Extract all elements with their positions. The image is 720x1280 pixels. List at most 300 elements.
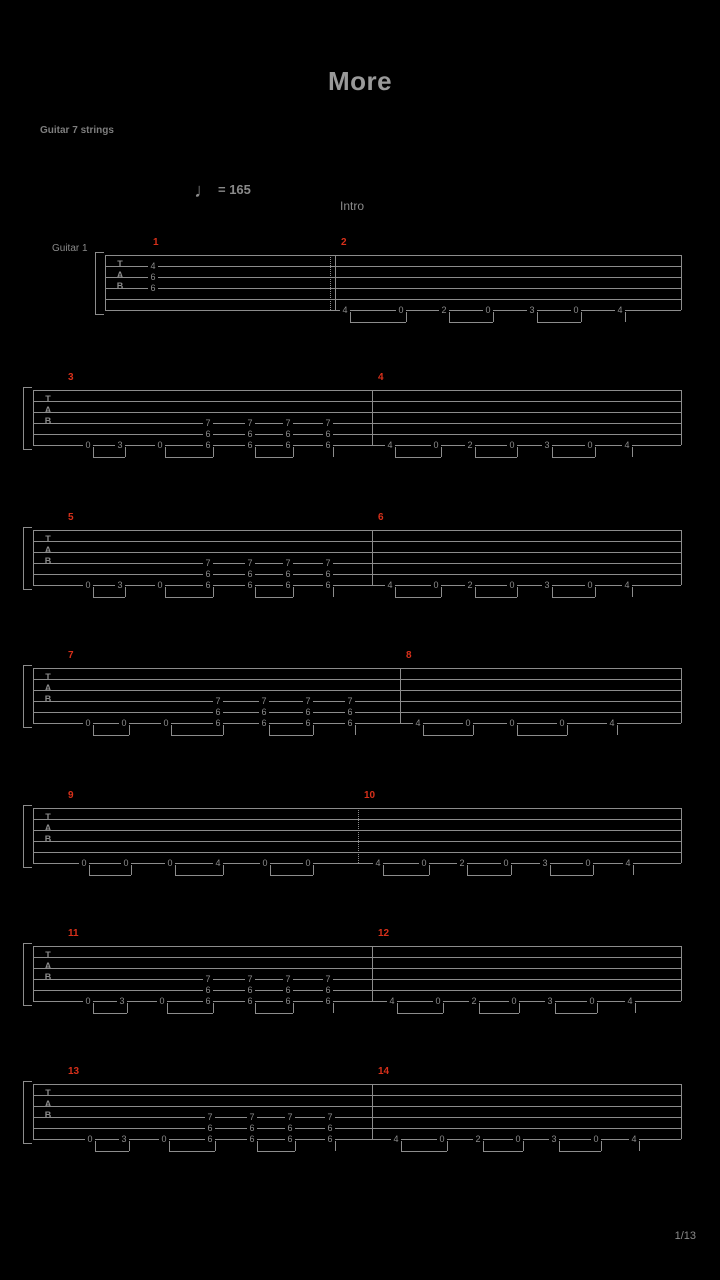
tab-fret-number: 0 [557, 719, 567, 728]
note-stem [552, 587, 553, 597]
tab-fret-number: 7 [285, 1113, 295, 1122]
note-beam [93, 1013, 127, 1014]
tab-fret-number: 7 [325, 1113, 335, 1122]
note-stem [127, 1003, 128, 1013]
note-beam [449, 322, 493, 323]
note-beam [93, 457, 125, 458]
note-stem [293, 587, 294, 597]
tab-fret-number: 0 [83, 719, 93, 728]
note-stem [215, 1141, 216, 1151]
note-stem [567, 725, 568, 735]
tab-fret-number: 7 [245, 419, 255, 428]
tab-clef-letter: T [45, 812, 51, 822]
tab-fret-number: 6 [203, 430, 213, 439]
tab-fret-number: 0 [507, 441, 517, 450]
system-brace [23, 1081, 32, 1144]
tempo-marking [194, 179, 251, 202]
note-beam [269, 735, 313, 736]
tab-fret-number: 0 [79, 859, 89, 868]
tab-fret-number: 0 [513, 1135, 523, 1144]
note-beam [255, 597, 293, 598]
staff-line [33, 585, 681, 586]
tab-fret-number: 6 [323, 986, 333, 995]
note-stem [429, 865, 430, 875]
staff-line [33, 390, 681, 391]
note-stem [595, 587, 596, 597]
barline-measure [400, 668, 401, 723]
note-stem [335, 1141, 336, 1151]
barline-measure [372, 1084, 373, 1139]
tab-fret-number: 0 [396, 306, 406, 315]
note-beam [89, 875, 131, 876]
tab-fret-number: 0 [419, 859, 429, 868]
staff-line [33, 830, 681, 831]
note-stem [511, 865, 512, 875]
note-beam [169, 1151, 215, 1152]
note-stem [333, 587, 334, 597]
note-stem [295, 1141, 296, 1151]
note-stem [95, 1141, 96, 1151]
note-beam [165, 597, 213, 598]
tab-fret-number: 6 [203, 986, 213, 995]
tab-fret-number: 6 [323, 570, 333, 579]
tab-fret-number: 4 [622, 441, 632, 450]
tab-fret-number: 7 [245, 559, 255, 568]
note-stem [129, 1141, 130, 1151]
tab-fret-number: 6 [259, 708, 269, 717]
note-beam [475, 597, 517, 598]
note-stem [93, 447, 94, 457]
tab-fret-number: 2 [469, 997, 479, 1006]
note-stem [255, 587, 256, 597]
staff-line [33, 574, 681, 575]
barline-measure [372, 946, 373, 1001]
note-beam [165, 457, 213, 458]
barline-end [681, 530, 682, 585]
note-beam [555, 1013, 597, 1014]
note-stem [129, 725, 130, 735]
tab-fret-number: 2 [439, 306, 449, 315]
note-stem [559, 1141, 560, 1151]
tab-fret-number: 6 [303, 719, 313, 728]
tab-fret-number: 3 [540, 859, 550, 868]
tab-fret-number: 4 [615, 306, 625, 315]
tab-fret-number: 0 [165, 859, 175, 868]
tab-clef-letter: T [45, 394, 51, 404]
tab-fret-number: 0 [585, 441, 595, 450]
note-beam [167, 1013, 213, 1014]
tab-fret-number: 0 [507, 581, 517, 590]
tab-clef-letter: B [116, 281, 124, 291]
note-beam [475, 457, 517, 458]
note-stem [171, 725, 172, 735]
note-stem [449, 312, 450, 322]
note-beam [517, 735, 567, 736]
tab-fret-number: 3 [549, 1135, 559, 1144]
tie-line [351, 310, 361, 311]
tab-fret-number: 7 [203, 975, 213, 984]
tab-fret-number: 6 [203, 570, 213, 579]
measure-number: 2 [341, 237, 347, 248]
note-stem [313, 865, 314, 875]
note-stem [213, 1003, 214, 1013]
staff-line [33, 412, 681, 413]
tab-fret-number: 2 [465, 581, 475, 590]
tie-line [424, 723, 434, 724]
system-brace [23, 943, 32, 1006]
note-stem [395, 447, 396, 457]
note-beam [175, 875, 223, 876]
staff-line [33, 712, 681, 713]
tab-fret-number: 4 [607, 719, 617, 728]
staff-line [33, 563, 681, 564]
tab-clef-letter: B [44, 1110, 52, 1120]
staff-line [33, 1001, 681, 1002]
tab-fret-number: 6 [213, 708, 223, 717]
staff-line [33, 957, 681, 958]
tab-fret-number: 4 [385, 581, 395, 590]
staff-line [33, 841, 681, 842]
barline-start [33, 808, 34, 863]
staff-line [33, 679, 681, 680]
measure-number: 12 [378, 928, 390, 939]
tie-line [398, 1001, 408, 1002]
tie-line [384, 863, 394, 864]
barline-start [105, 255, 106, 310]
tempo-value: = 165 [218, 181, 251, 197]
tab-fret-number: 6 [283, 570, 293, 579]
instrument-label: Guitar 7 strings [40, 125, 114, 136]
measure-number: 11 [68, 928, 79, 939]
tab-fret-number: 4 [629, 1135, 639, 1144]
barline-measure [335, 255, 336, 310]
note-stem [165, 587, 166, 597]
tab-fret-number: 6 [148, 273, 158, 282]
tab-fret-number: 3 [115, 441, 125, 450]
measure-number: 3 [68, 372, 74, 383]
staff-line [33, 1084, 681, 1085]
tab-fret-number: 0 [507, 719, 517, 728]
barline-end [681, 946, 682, 1001]
note-beam [395, 457, 441, 458]
tab-clef-letter: T [117, 259, 123, 269]
note-stem [125, 447, 126, 457]
tab-fret-number: 0 [155, 581, 165, 590]
note-stem [333, 447, 334, 457]
tab-fret-number: 6 [325, 1135, 335, 1144]
staff-line [105, 288, 681, 289]
tab-fret-number: 6 [323, 581, 333, 590]
tab-fret-number: 0 [85, 1135, 95, 1144]
staff-line [33, 852, 681, 853]
tab-fret-number: 6 [213, 719, 223, 728]
note-stem [125, 587, 126, 597]
quarter-note-icon: ♩ [194, 180, 214, 202]
note-stem [269, 725, 270, 735]
tab-fret-number: 7 [247, 1113, 257, 1122]
note-beam [397, 1013, 443, 1014]
tie-line [396, 585, 406, 586]
barline-start [33, 946, 34, 1001]
note-stem [270, 865, 271, 875]
note-stem [473, 725, 474, 735]
note-stem [383, 865, 384, 875]
note-stem [632, 447, 633, 457]
tab-clef-letter: T [45, 534, 51, 544]
system-brace [95, 252, 104, 315]
tab-fret-number: 7 [205, 1113, 215, 1122]
tab-clef-letter: A [44, 683, 52, 693]
tab-clef-letter: T [45, 1088, 51, 1098]
tab-clef-letter: T [45, 950, 51, 960]
measure-number: 4 [378, 372, 384, 383]
note-stem [293, 1003, 294, 1013]
staff-line [33, 668, 681, 669]
note-stem [555, 1003, 556, 1013]
tab-fret-number: 3 [115, 581, 125, 590]
note-stem [93, 587, 94, 597]
note-stem [169, 1141, 170, 1151]
tab-fret-number: 4 [623, 859, 633, 868]
note-stem [401, 1141, 402, 1151]
tab-fret-number: 4 [340, 306, 350, 315]
note-stem [517, 725, 518, 735]
tab-fret-number: 7 [203, 559, 213, 568]
tab-fret-number: 0 [587, 997, 597, 1006]
tab-fret-number: 6 [283, 986, 293, 995]
note-stem [625, 312, 626, 322]
tab-fret-number: 6 [283, 441, 293, 450]
note-stem [89, 865, 90, 875]
tab-fret-number: 3 [119, 1135, 129, 1144]
note-beam [95, 1151, 129, 1152]
measure-number: 6 [378, 512, 384, 523]
note-stem [639, 1141, 640, 1151]
tab-fret-number: 4 [413, 719, 423, 728]
tab-fret-number: 6 [325, 1124, 335, 1133]
tab-fret-number: 6 [203, 581, 213, 590]
tab-clef-letter: A [44, 823, 52, 833]
note-stem [257, 1141, 258, 1151]
note-stem [523, 1141, 524, 1151]
note-stem [517, 587, 518, 597]
note-stem [597, 1003, 598, 1013]
tab-fret-number: 4 [148, 262, 158, 271]
tab-fret-number: 7 [303, 697, 313, 706]
note-stem [633, 865, 634, 875]
note-stem [167, 1003, 168, 1013]
note-beam [350, 322, 406, 323]
staff-line [33, 1128, 681, 1129]
note-beam [552, 597, 595, 598]
note-beam [559, 1151, 601, 1152]
barline-measure [358, 808, 359, 863]
note-beam [255, 457, 293, 458]
note-stem [632, 587, 633, 597]
tab-fret-number: 0 [583, 859, 593, 868]
tab-clef-letter: B [44, 556, 52, 566]
tab-fret-number: 0 [431, 581, 441, 590]
system-brace [23, 805, 32, 868]
tab-fret-number: 7 [259, 697, 269, 706]
note-beam [467, 875, 511, 876]
note-stem [93, 725, 94, 735]
tab-fret-number: 2 [465, 441, 475, 450]
tab-fret-number: 0 [571, 306, 581, 315]
staff-line [33, 401, 681, 402]
note-stem [223, 725, 224, 735]
note-stem [395, 587, 396, 597]
note-stem [443, 1003, 444, 1013]
tab-fret-number: 0 [463, 719, 473, 728]
tab-fret-number: 3 [542, 441, 552, 450]
barline-end [681, 1084, 682, 1139]
tab-clef-letter: A [44, 1099, 52, 1109]
tab-fret-number: 0 [119, 719, 129, 728]
staff-line [33, 1117, 681, 1118]
tab-fret-number: 6 [245, 570, 255, 579]
note-stem [517, 447, 518, 457]
tab-fret-number: 7 [203, 419, 213, 428]
tab-fret-number: 4 [622, 581, 632, 590]
tab-fret-number: 6 [245, 441, 255, 450]
tab-clef-letter: A [44, 405, 52, 415]
note-beam [270, 875, 313, 876]
note-beam [401, 1151, 447, 1152]
tab-fret-number: 0 [433, 997, 443, 1006]
note-stem [131, 865, 132, 875]
tab-fret-number: 0 [159, 1135, 169, 1144]
note-beam [423, 735, 473, 736]
note-stem [475, 447, 476, 457]
staff-line [33, 946, 681, 947]
note-beam [395, 597, 441, 598]
tab-fret-number: 0 [501, 859, 511, 868]
note-stem [441, 587, 442, 597]
tab-fret-number: 7 [283, 975, 293, 984]
tab-clef-letter: B [44, 416, 52, 426]
tab-fret-number: 0 [83, 441, 93, 450]
barline-end [681, 390, 682, 445]
note-stem [550, 865, 551, 875]
tab-fret-number: 2 [473, 1135, 483, 1144]
staff-line [33, 445, 681, 446]
staff-line [33, 723, 681, 724]
staff-line [33, 1106, 681, 1107]
section-label: Intro [340, 199, 365, 213]
tab-fret-number: 6 [203, 441, 213, 450]
note-beam [479, 1013, 519, 1014]
system-brace [23, 665, 32, 728]
staff-line [33, 979, 681, 980]
barline-measure [372, 390, 373, 445]
tab-fret-number: 0 [585, 581, 595, 590]
staff-line [33, 423, 681, 424]
tab-fret-number: 0 [303, 859, 313, 868]
note-stem [441, 447, 442, 457]
tab-fret-number: 6 [205, 1135, 215, 1144]
tab-fret-number: 0 [437, 1135, 447, 1144]
note-stem [355, 725, 356, 735]
note-stem [519, 1003, 520, 1013]
tab-fret-number: 3 [542, 581, 552, 590]
note-stem [175, 865, 176, 875]
tab-fret-number: 7 [323, 975, 333, 984]
track-label: Guitar 1 [52, 243, 88, 254]
tie-line [396, 445, 406, 446]
tab-fret-number: 6 [148, 284, 158, 293]
page-title: More [327, 66, 393, 96]
tab-fret-number: 0 [591, 1135, 601, 1144]
measure-number: 7 [68, 650, 74, 661]
tab-fret-number: 7 [283, 559, 293, 568]
measure-number: 1 [153, 237, 159, 248]
note-beam [93, 597, 125, 598]
note-beam [483, 1151, 523, 1152]
tab-clef-letter: B [44, 834, 52, 844]
staff-line [105, 299, 681, 300]
note-beam [537, 322, 581, 323]
tab-fret-number: 0 [431, 441, 441, 450]
note-beam [257, 1151, 295, 1152]
note-beam [552, 457, 595, 458]
tab-fret-number: 6 [285, 1124, 295, 1133]
note-stem [467, 865, 468, 875]
note-stem [165, 447, 166, 457]
tab-fret-number: 0 [121, 859, 131, 868]
tab-fret-number: 6 [323, 997, 333, 1006]
staff-line [33, 968, 681, 969]
barline-end [681, 668, 682, 723]
tab-fret-number: 7 [283, 419, 293, 428]
barline-start [33, 390, 34, 445]
note-stem [350, 312, 351, 322]
note-stem [537, 312, 538, 322]
barline-measure-secondary [330, 255, 331, 310]
tab-fret-number: 6 [203, 997, 213, 1006]
barline-measure [372, 530, 373, 585]
tab-fret-number: 6 [283, 997, 293, 1006]
measure-number: 13 [68, 1066, 80, 1077]
staff-line [105, 277, 681, 278]
note-stem [581, 312, 582, 322]
tab-fret-number: 7 [323, 419, 333, 428]
tab-fret-number: 0 [509, 997, 519, 1006]
note-beam [255, 1013, 293, 1014]
tab-fret-number: 6 [205, 1124, 215, 1133]
barline-end [681, 255, 682, 310]
system-brace [23, 527, 32, 590]
note-stem [397, 1003, 398, 1013]
staff-line [33, 990, 681, 991]
staff-line [33, 1095, 681, 1096]
tab-fret-number: 4 [385, 441, 395, 450]
tab-fret-number: 4 [625, 997, 635, 1006]
barline-start [33, 668, 34, 723]
note-stem [255, 447, 256, 457]
tab-fret-number: 6 [283, 430, 293, 439]
tab-fret-number: 4 [391, 1135, 401, 1144]
tab-fret-number: 0 [83, 997, 93, 1006]
note-stem [552, 447, 553, 457]
note-stem [483, 1141, 484, 1151]
note-stem [406, 312, 407, 322]
staff-line [33, 819, 681, 820]
tab-fret-number: 6 [323, 441, 333, 450]
tie-line [402, 1139, 412, 1140]
measure-number: 8 [406, 650, 412, 661]
staff-line [105, 255, 681, 256]
